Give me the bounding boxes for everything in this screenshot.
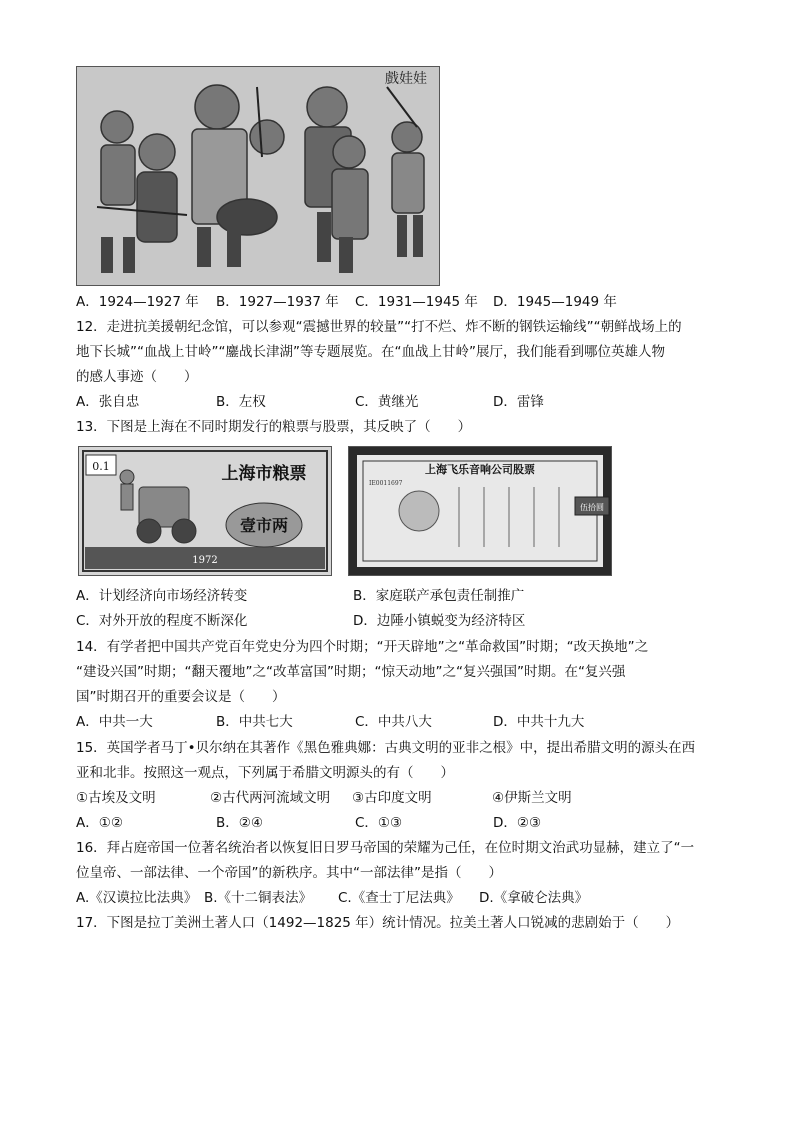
q11-option-c[interactable]: C．1931—1945 年 (355, 294, 478, 310)
q15-option-c[interactable]: C．①③ (355, 815, 403, 831)
stock-stamp: 伍拾圆 (580, 503, 604, 512)
ticket-title: 上海市粮票 (221, 464, 307, 484)
q15-option-d[interactable]: D．②③ (493, 815, 542, 831)
q11-option-b[interactable]: B．1927—1937 年 (216, 294, 339, 310)
q15-text-line-2: 亚和北非。按照这一观点，下列属于希腊文明源头的有（ ） (76, 765, 454, 781)
q15-option-a[interactable]: A．①② (76, 815, 123, 831)
q14-option-a[interactable]: A．中共一大 (76, 714, 153, 730)
q15-item-4: ④伊斯兰文明 (492, 790, 572, 806)
q16-option-c[interactable]: C.《查士丁尼法典》 (338, 890, 460, 906)
q12-option-a[interactable]: A．张自忠 (76, 394, 140, 410)
q14-text-line-2: “建设兴国”时期；“翻天覆地”之“改革富国”时期；“惊天动地”之“复兴强国”时期。在“复兴强 (76, 664, 626, 680)
q13-option-d[interactable]: D．边陲小镇蜕变为经济特区 (353, 613, 526, 629)
ticket-year: 1972 (192, 555, 218, 566)
cartoon-illustration (77, 67, 439, 285)
q14-option-d[interactable]: D．中共十九大 (493, 714, 585, 730)
q15-text-line-1: 15．英国学者马丁•贝尔纳在其著作《黑色雅典娜：古典文明的亚非之根》中，提出希腊文明的源头在西 (76, 740, 696, 756)
q13-option-a[interactable]: A．计划经济向市场经济转变 (76, 588, 248, 604)
q13-option-b[interactable]: B．家庭联产承包责任制推广 (353, 588, 525, 604)
q15-item-3: ③古印度文明 (352, 790, 432, 806)
q16-text-line-2: 位皇帝、一部法律、一个帝国”的新秩序。其中“一部法律”是指（ ） (76, 865, 502, 881)
q12-text-line-3: 的感人事迹（ ） (76, 369, 198, 385)
q11-cartoon-image (76, 66, 440, 286)
stock-title: 上海飞乐音响公司股票 (425, 463, 535, 476)
q14-text-line-3: 国”时期召开的重要会议是（ ） (76, 689, 286, 705)
stock-serial: IE0011697 (369, 480, 403, 487)
q15-item-1: ①古埃及文明 (76, 790, 156, 806)
q15-option-b[interactable]: B．②④ (216, 815, 263, 831)
q12-option-c[interactable]: C．黄继光 (355, 394, 419, 410)
q15-item-2: ②古代两河流域文明 (210, 790, 331, 806)
q12-option-b[interactable]: B．左权 (216, 394, 266, 410)
q13-text-line-1: 13．下图是上海在不同时期发行的粮票与股票，其反映了（ ） (76, 419, 472, 435)
q11-option-d[interactable]: D．1945—1949 年 (493, 294, 617, 310)
q11-option-a[interactable]: A．1924—1927 年 (76, 294, 199, 310)
q14-option-c[interactable]: C．中共八大 (355, 714, 432, 730)
ration-ticket-image (78, 446, 332, 576)
ticket-denomination: 0.1 (92, 460, 110, 473)
q16-option-d[interactable]: D.《拿破仑法典》 (479, 890, 589, 906)
q13-option-c[interactable]: C．对外开放的程度不断深化 (76, 613, 248, 629)
ticket-amount: 壹市两 (239, 516, 289, 535)
q17-text-line-1: 17．下图是拉丁美洲土著人口（1492—1825 年）统计情况。拉美土著人口锐减的悲剧始于（ ） (76, 915, 680, 931)
q16-option-a[interactable]: A.《汉谟拉比法典》 (76, 890, 198, 906)
q12-option-d[interactable]: D．雷锋 (493, 394, 544, 410)
q14-text-line-1: 14．有学者把中国共产党百年党史分为四个时期；“开天辟地”之“革命救国”时期；“改天换地”之 (76, 639, 649, 655)
q12-text-line-1: 12．走进抗美援朝纪念馆，可以参观“震撼世界的较量”“打不烂、炸不断的钢铁运输线”“朝鲜战场上的 (76, 319, 682, 335)
q12-text-line-2: 地下长城”“血战上甘岭”“鏖战长津湖”等专题展览。在“血战上甘岭”展厅，我们能看到哪位英雄人物 (76, 344, 665, 360)
cartoon-title: 戲娃娃 (385, 71, 427, 87)
q14-option-b[interactable]: B．中共七大 (216, 714, 293, 730)
q16-option-b[interactable]: B.《十二铜表法》 (204, 890, 313, 906)
stock-certificate-image (348, 446, 612, 576)
q16-text-line-1: 16．拜占庭帝国一位著名统治者以恢复旧日罗马帝国的荣耀为己任，在位时期文治武功显赫，建立了“一 (76, 840, 695, 856)
